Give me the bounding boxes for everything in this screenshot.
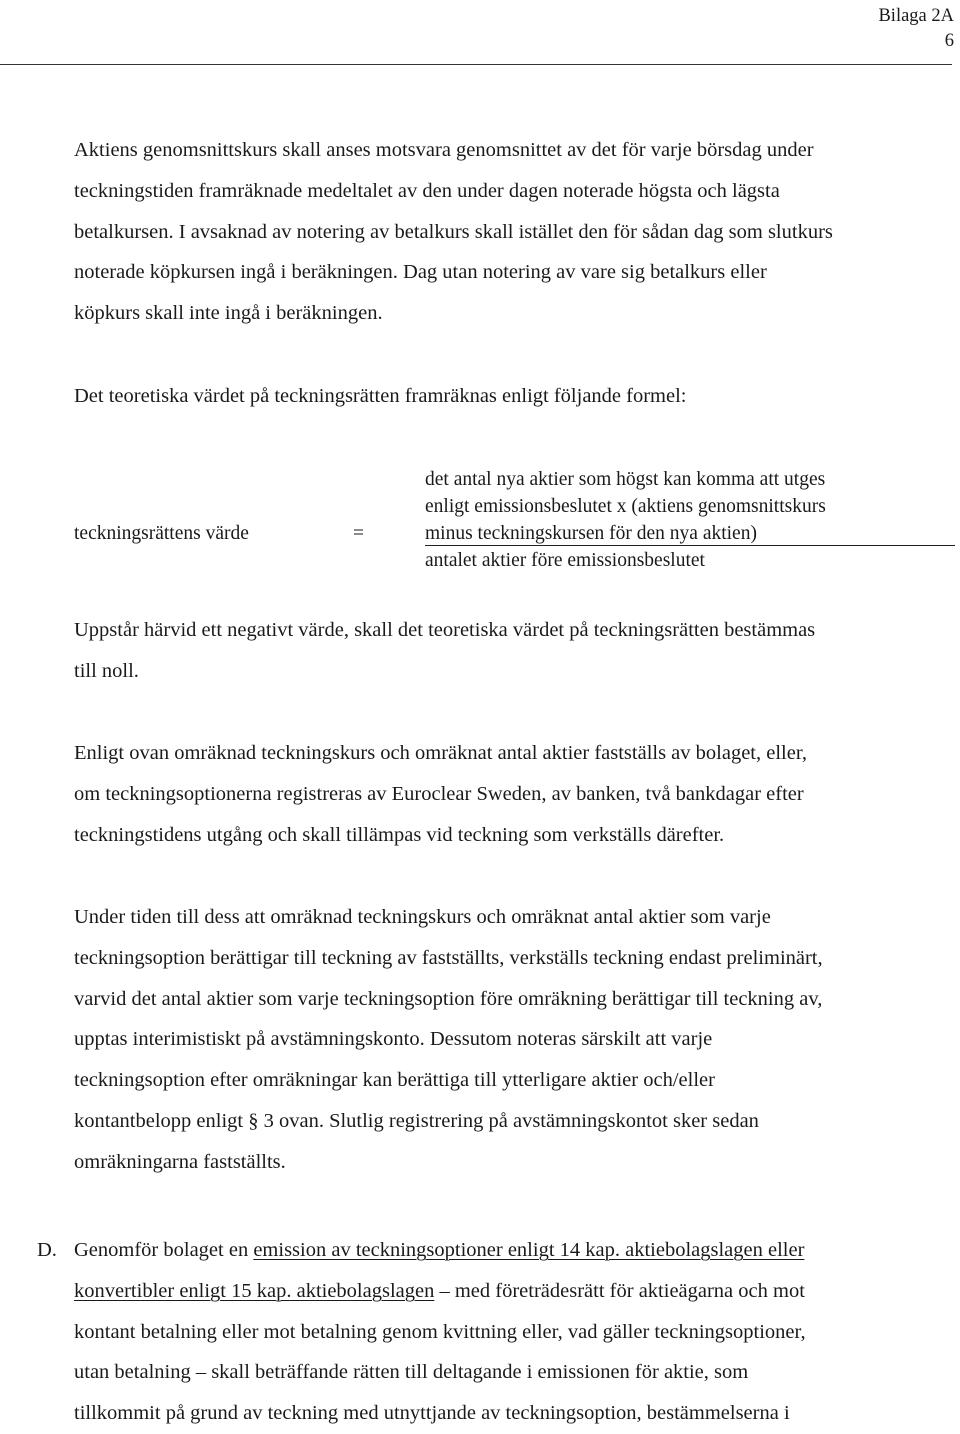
text-line: Under tiden till dess att omräknad teckningskurs och omräknat antal aktier som varje [74,906,771,928]
formula-equals: = [353,523,364,544]
formula-numerator-line: det antal nya aktier som högst kan komma att utges [425,469,826,490]
text-line: betalkursen. I avsaknad av notering av betalkurs skall istället den för sådan dag som slutkurs [74,220,833,243]
text-line: varvid det antal aktier som varje teckningsoption före omräkning berättigar till teckning av, [74,987,823,1010]
text-line: teckningsoption efter omräkningar kan berättiga till ytterligare aktier och/eller [74,1069,715,1092]
text-line: kontantbelopp enligt § 3 ovan. Slutlig registrering på avstämningskontot sker sedan [74,1109,759,1132]
text-line: till noll. [74,659,139,682]
text-span: – med företrädesrätt för aktieägarna och mot [434,1279,805,1302]
paragraph-average-price [74,130,833,334]
formula-numerator-line: enligt emissionsbeslutet x (aktiens genomsnittskurs [425,496,826,517]
section-d-paragraph [74,1230,806,1434]
text-line: utan betalning – skall beträffande rätten till deltagande i emissionen för aktie, som [74,1361,749,1384]
paragraph-formula-intro [74,376,686,417]
text-line: omräkningarna fastställts. [74,1150,286,1173]
fraction-bar [425,545,955,546]
text-line: kontant betalning eller mot betalning genom kvittning eller, vad gäller teckningsoptioner, [74,1320,806,1343]
header-rule [0,64,952,65]
page-number: 6 [944,31,954,51]
paragraph-preliminary-subscription [74,897,823,1183]
formula-fraction [425,466,826,574]
text-line: teckningstiden framräknade medeltalet av den under dagen noterade högsta och lägsta [74,179,780,202]
page-header [878,4,954,54]
text-line [74,1271,806,1312]
underlined-reference: konvertibler enligt 15 kap. aktiebolagslagen [74,1279,435,1302]
underlined-reference: emission av teckningsoptioner enligt 14 kap. aktiebolagslagen eller [253,1239,805,1261]
text-span: Genomför bolaget en [74,1239,254,1261]
text-line: köpkurs skall inte ingå i beräkningen. [74,302,383,325]
formula-denominator: antalet aktier före emissionsbeslutet [425,550,705,571]
paragraph-recalculation [74,733,807,855]
text-line: tillkommit på grund av teckning med utnyttjande av teckningsoption, bestämmelserna i [74,1402,790,1425]
text-line: upptas interimistiskt på avstämningskonto. Dessutom noteras särskilt att varje [74,1028,713,1051]
text-line: Enligt ovan omräknad teckningskurs och omräknat antal aktier fastställs av bolaget, eller, [74,742,807,764]
appendix-label: Bilaga 2A [878,6,954,26]
formula-numerator-line: minus teckningskursen för den nya aktien) [425,523,757,544]
text-line: Uppstår härvid ett negativt värde, skall det teoretiska värdet på teckningsrätten bestämmas [74,619,816,641]
text-line: teckningstidens utgång och skall tillämpas vid teckning som verkställs därefter. [74,823,725,846]
paragraph-negative-value [74,610,815,692]
text-line: Det teoretiska värdet på teckningsrätten framräknas enligt följande formel: [74,385,687,407]
section-d-label: D. [37,1239,57,1261]
text-line: noterade köpkursen ingå i beräkningen. Dag utan notering av vare sig betalkurs eller [74,261,767,284]
text-line: Aktiens genomsnittskurs skall anses motsvara genomsnittet av det för varje börsdag under [74,139,814,161]
text-line [74,1230,806,1271]
text-line: teckningsoption berättigar till teckning av fastställts, verkställs teckning endast preliminärt, [74,946,823,969]
formula-left-term: teckningsrättens värde [74,523,249,544]
text-line: om teckningsoptionerna registreras av Euroclear Sweden, av banken, två bankdagar efter [74,782,804,805]
